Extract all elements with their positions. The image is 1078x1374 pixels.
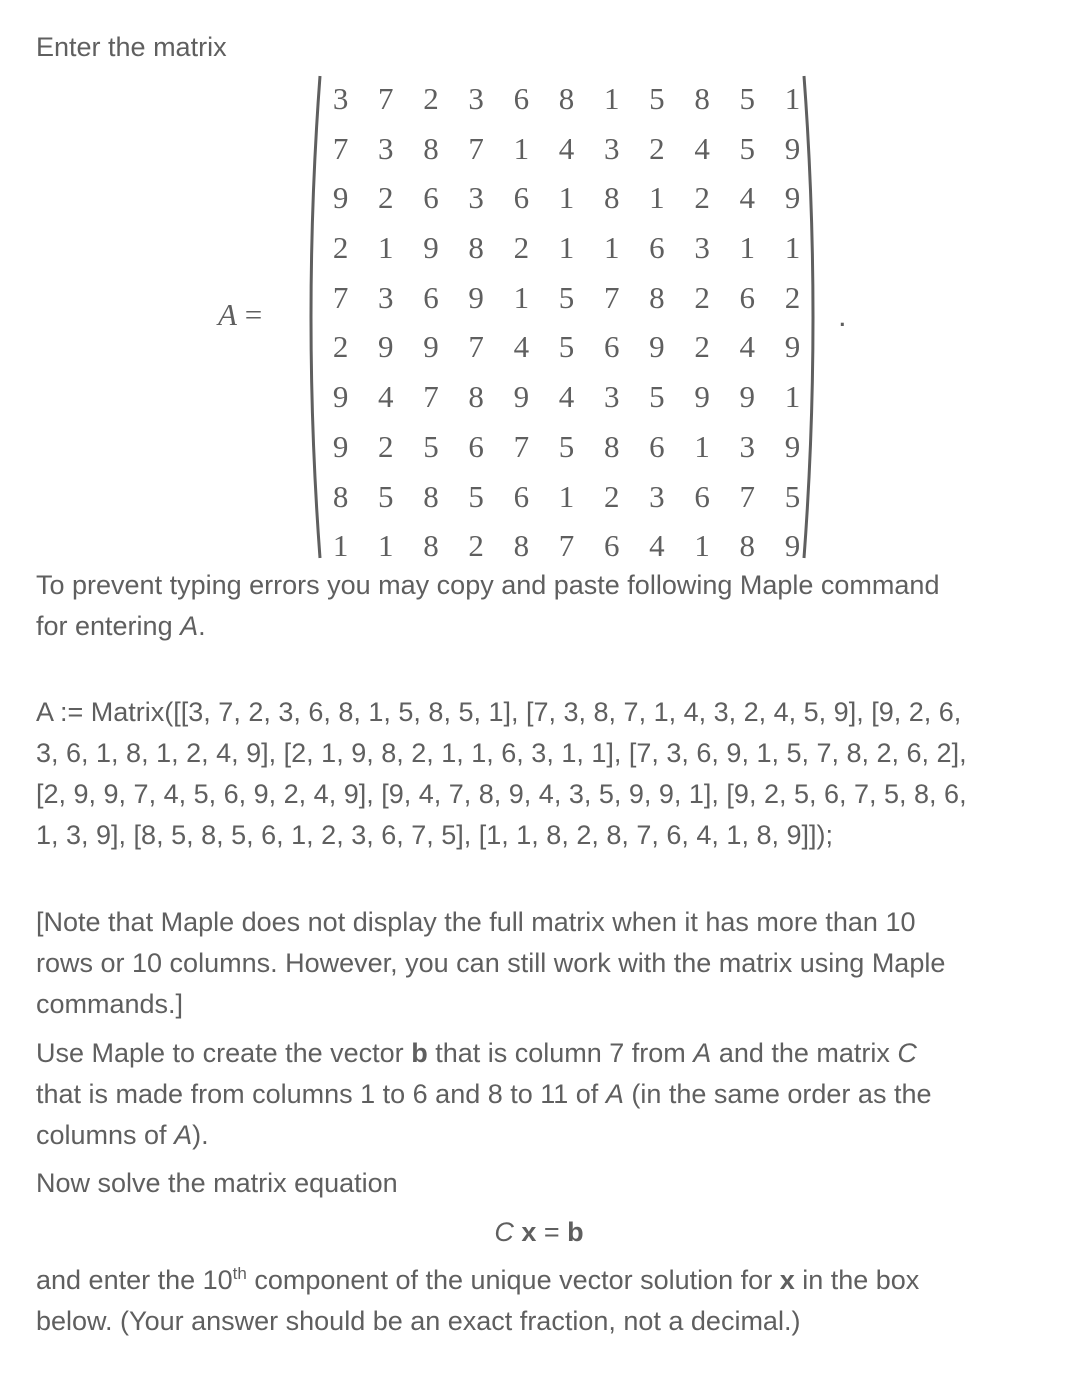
matrix-cell: 7 — [423, 379, 439, 415]
matrix-cell: 8 — [603, 428, 620, 464]
answer-prompt-line1 — [36, 1260, 919, 1301]
maple-command-line4: 1, 3, 9], [8, 5, 8, 5, 6, 1, 2, 3, 6, 7, 5], [1, 1, 8, 2, 8, 7, 6, 4, 1, 8, 9]]); — [36, 820, 833, 850]
matrix-cell: 3 — [332, 81, 349, 116]
maple-note-line2: rows or 10 columns. However, you can still work with the matrix using Maple — [36, 948, 946, 978]
matrix-cell: 7 — [513, 428, 530, 464]
matrix-cell: 9 — [423, 329, 439, 365]
matrix-cell: 9 — [784, 180, 801, 216]
matrix-cell: 3 — [468, 81, 484, 116]
matrix-cell: 5 — [558, 279, 575, 315]
matrix-cell: 2 — [332, 230, 349, 266]
matrix-cell: 4 — [694, 130, 710, 166]
answer-prompt — [36, 1260, 919, 1342]
maple-note-line1: [Note that Maple does not display the full matrix when it has more than 10 — [36, 907, 916, 937]
matrix-equals: = — [244, 297, 263, 332]
maple-command-line1: A := Matrix([[3, 7, 2, 3, 6, 8, 1, 5, 8, 5, 1], [7, 3, 8, 7, 1, 4, 3, 2, 4, 5, 9], [9, 2, 6, — [36, 697, 962, 727]
matrix-cell: 4 — [378, 379, 394, 415]
matrix-cell: 6 — [468, 428, 484, 464]
matrix-cell: 8 — [468, 379, 484, 415]
matrix-cell: 2 — [332, 329, 349, 365]
instruction-line1 — [36, 1033, 931, 1074]
matrix-cell: 2 — [694, 329, 710, 365]
vector-b: b — [411, 1038, 428, 1068]
matrix-cell: 4 — [558, 130, 575, 166]
matrix-cell: 7 — [332, 130, 349, 166]
matrix-cell: 7 — [558, 528, 575, 564]
instr-text-c: that is column 7 from — [427, 1038, 694, 1068]
matrix-cell: 7 — [603, 279, 620, 315]
matrix-cell: 9 — [468, 279, 484, 315]
matrix-cell: 3 — [603, 130, 620, 166]
matrix-cell: 2 — [378, 428, 394, 464]
matrix-cell: 8 — [558, 81, 575, 116]
maple-note — [36, 902, 945, 1025]
equation-b: b — [567, 1217, 584, 1247]
matrix-display — [300, 72, 828, 562]
matrix-a-ref-2: A — [605, 1079, 624, 1109]
matrix-cell: 2 — [468, 528, 484, 564]
matrix-cell: 3 — [603, 379, 620, 415]
answer-prompt-line2: below. (Your answer should be an exact fraction, not a decimal.) — [36, 1306, 801, 1336]
matrix-cell: 7 — [468, 329, 484, 365]
matrix-cell: 5 — [739, 130, 756, 166]
matrix-cell: 1 — [603, 230, 620, 266]
matrix-cell: 4 — [739, 329, 756, 365]
matrix-label — [218, 295, 262, 335]
matrix-cell: 8 — [423, 528, 439, 564]
matrix-cell: 6 — [603, 528, 620, 564]
matrix-cell: 2 — [694, 279, 710, 315]
instruction-line2 — [36, 1074, 931, 1115]
matrix-cell: 1 — [513, 130, 530, 166]
matrix-cell: 5 — [378, 478, 394, 514]
matrix-cell: 1 — [558, 180, 575, 216]
matrix-cell: 9 — [332, 379, 349, 415]
matrix-cell: 2 — [423, 81, 439, 116]
maple-command-line3: [2, 9, 9, 7, 4, 5, 6, 9, 2, 4, 9], [9, 4, 7, 8, 9, 4, 3, 5, 9, 9, 1], [9, 2, 5, 6, 7, 5, 8, 6, — [36, 779, 967, 809]
matrix-cell: 2 — [378, 180, 394, 216]
matrix-cell: 9 — [332, 428, 349, 464]
matrix-cell: 1 — [378, 230, 394, 266]
matrix-cell: 8 — [649, 279, 665, 315]
instr-text-l3a: columns of — [36, 1120, 175, 1150]
matrix-cell: 6 — [423, 180, 439, 216]
matrix-cell: 5 — [558, 428, 575, 464]
matrix-cell: 6 — [649, 428, 665, 464]
matrix-cell: 9 — [784, 428, 801, 464]
matrix-cell: 9 — [378, 329, 394, 365]
matrix-cell: 4 — [558, 379, 575, 415]
copy-note-prefix: for entering — [36, 611, 181, 641]
matrix-cell: 6 — [513, 478, 530, 514]
equation-equals: = — [536, 1217, 568, 1247]
matrix-cell: 3 — [739, 428, 756, 464]
matrix-cell: 4 — [739, 180, 756, 216]
matrix-cell: 8 — [332, 478, 349, 514]
matrix-cell: 8 — [513, 528, 530, 564]
matrix-cell: 2 — [603, 478, 620, 514]
solve-prompt: Now solve the matrix equation — [36, 1168, 398, 1198]
matrix-cell: 1 — [558, 230, 575, 266]
matrix-cell: 6 — [603, 329, 620, 365]
matrix-cell: 8 — [603, 180, 620, 216]
matrix-cell: 3 — [378, 130, 394, 166]
instruction — [36, 1033, 931, 1156]
matrix-cell: 1 — [332, 528, 349, 564]
matrix-cell: 2 — [694, 180, 710, 216]
matrix-cell: 6 — [649, 230, 665, 266]
matrix-cell: 8 — [423, 478, 439, 514]
matrix-cell: 6 — [513, 180, 530, 216]
matrix-cell: 4 — [649, 528, 665, 564]
matrix-cell: 7 — [332, 279, 349, 315]
matrix-cell: 9 — [739, 379, 756, 415]
matrix-name: A — [218, 297, 237, 332]
matrix-cell: 5 — [649, 81, 665, 116]
matrix-cell: 9 — [784, 329, 801, 365]
answer-text-b: component of the unique vector solution for — [246, 1265, 780, 1295]
matrix-cell: 5 — [784, 478, 801, 514]
matrix-cell: 1 — [784, 230, 801, 266]
matrix-cell: 9 — [649, 329, 665, 365]
matrix-cell: 5 — [649, 379, 665, 415]
matrix-cell: 5 — [423, 428, 439, 464]
matrix-cell: 3 — [694, 230, 710, 266]
matrix-cell: 3 — [378, 279, 394, 315]
maple-note-line3: commands.] — [36, 989, 184, 1019]
matrix-cell: 9 — [694, 379, 710, 415]
matrix-cell: 7 — [468, 130, 484, 166]
matrix-cell: 2 — [513, 230, 530, 266]
matrix-cell: 2 — [649, 130, 665, 166]
ordinal-suffix: th — [232, 1264, 247, 1283]
matrix-grid — [318, 74, 815, 571]
matrix-cell: 9 — [423, 230, 439, 266]
matrix-cell: 1 — [784, 81, 801, 116]
matrix-cell: 1 — [784, 379, 801, 415]
equation-c: C — [494, 1217, 514, 1247]
matrix-cell: 1 — [694, 428, 710, 464]
matrix-cell: 8 — [739, 528, 756, 564]
matrix-cell: 6 — [423, 279, 439, 315]
matrix-a-ref: A — [693, 1038, 712, 1068]
equation-x: x — [521, 1217, 537, 1247]
matrix-cell: 6 — [694, 478, 710, 514]
matrix-cell: 4 — [513, 329, 530, 365]
matrix-cell: 8 — [423, 130, 439, 166]
instruction-line3 — [36, 1115, 931, 1156]
matrix-cell: 9 — [513, 379, 530, 415]
matrix-cell: 1 — [378, 528, 394, 564]
matrix-cell: 5 — [468, 478, 484, 514]
matrix-cell: 1 — [649, 180, 665, 216]
matrix-cell: 5 — [558, 329, 575, 365]
matrix-cell: 1 — [513, 279, 530, 315]
maple-command-line2: 3, 6, 1, 8, 1, 2, 4, 9], [2, 1, 9, 8, 2, 1, 1, 6, 3, 1, 1], [7, 3, 6, 9, 1, 5, 7, 8, 2, 6, 2], — [36, 738, 967, 768]
matrix-cell: 1 — [603, 81, 620, 116]
matrix-cell: 1 — [558, 478, 575, 514]
matrix-cell: 9 — [784, 130, 801, 166]
matrix-cell: 7 — [739, 478, 756, 514]
copy-note-line1: To prevent typing errors you may copy and paste following Maple command — [36, 570, 940, 600]
answer-text-d: in the box — [794, 1265, 920, 1295]
instr-text-e: and the matrix — [711, 1038, 898, 1068]
matrix-cell: 8 — [694, 81, 710, 116]
matrix-cell: 5 — [739, 81, 756, 116]
maple-command[interactable] — [36, 692, 967, 856]
copy-note-line2 — [36, 606, 939, 647]
matrix-cell: 3 — [649, 478, 665, 514]
matrix-cell: 7 — [378, 81, 394, 116]
copy-note — [36, 565, 939, 647]
matrix-a-ref-3: A — [174, 1120, 193, 1150]
copy-note-var: A — [180, 611, 199, 641]
matrix-equation — [0, 1212, 1078, 1253]
copy-note-suffix: . — [198, 611, 206, 641]
matrix-cell: 1 — [694, 528, 710, 564]
matrix-cell: 2 — [784, 279, 801, 315]
matrix-cell: 1 — [739, 230, 756, 266]
matrix-cell: 8 — [468, 230, 484, 266]
matrix-cell: 3 — [468, 180, 484, 216]
instr-text-a: Use Maple to create the vector — [36, 1038, 412, 1068]
intro-text: Enter the matrix — [36, 32, 227, 62]
matrix-cell: 9 — [332, 180, 349, 216]
matrix-cell: 6 — [513, 81, 530, 116]
instr-text-l2c: (in the same order as the — [623, 1079, 932, 1109]
matrix-c-ref: C — [897, 1038, 917, 1068]
matrix-cell: 6 — [739, 279, 756, 315]
instr-text-l2a: that is made from columns 1 to 6 and 8 to 11 of — [36, 1079, 606, 1109]
instr-text-l3c: ). — [192, 1120, 209, 1150]
answer-vector-x: x — [779, 1265, 795, 1295]
answer-text-a: and enter the 10 — [36, 1265, 233, 1295]
matrix-cell: 9 — [784, 528, 801, 564]
matrix-terminator: . — [838, 298, 847, 333]
